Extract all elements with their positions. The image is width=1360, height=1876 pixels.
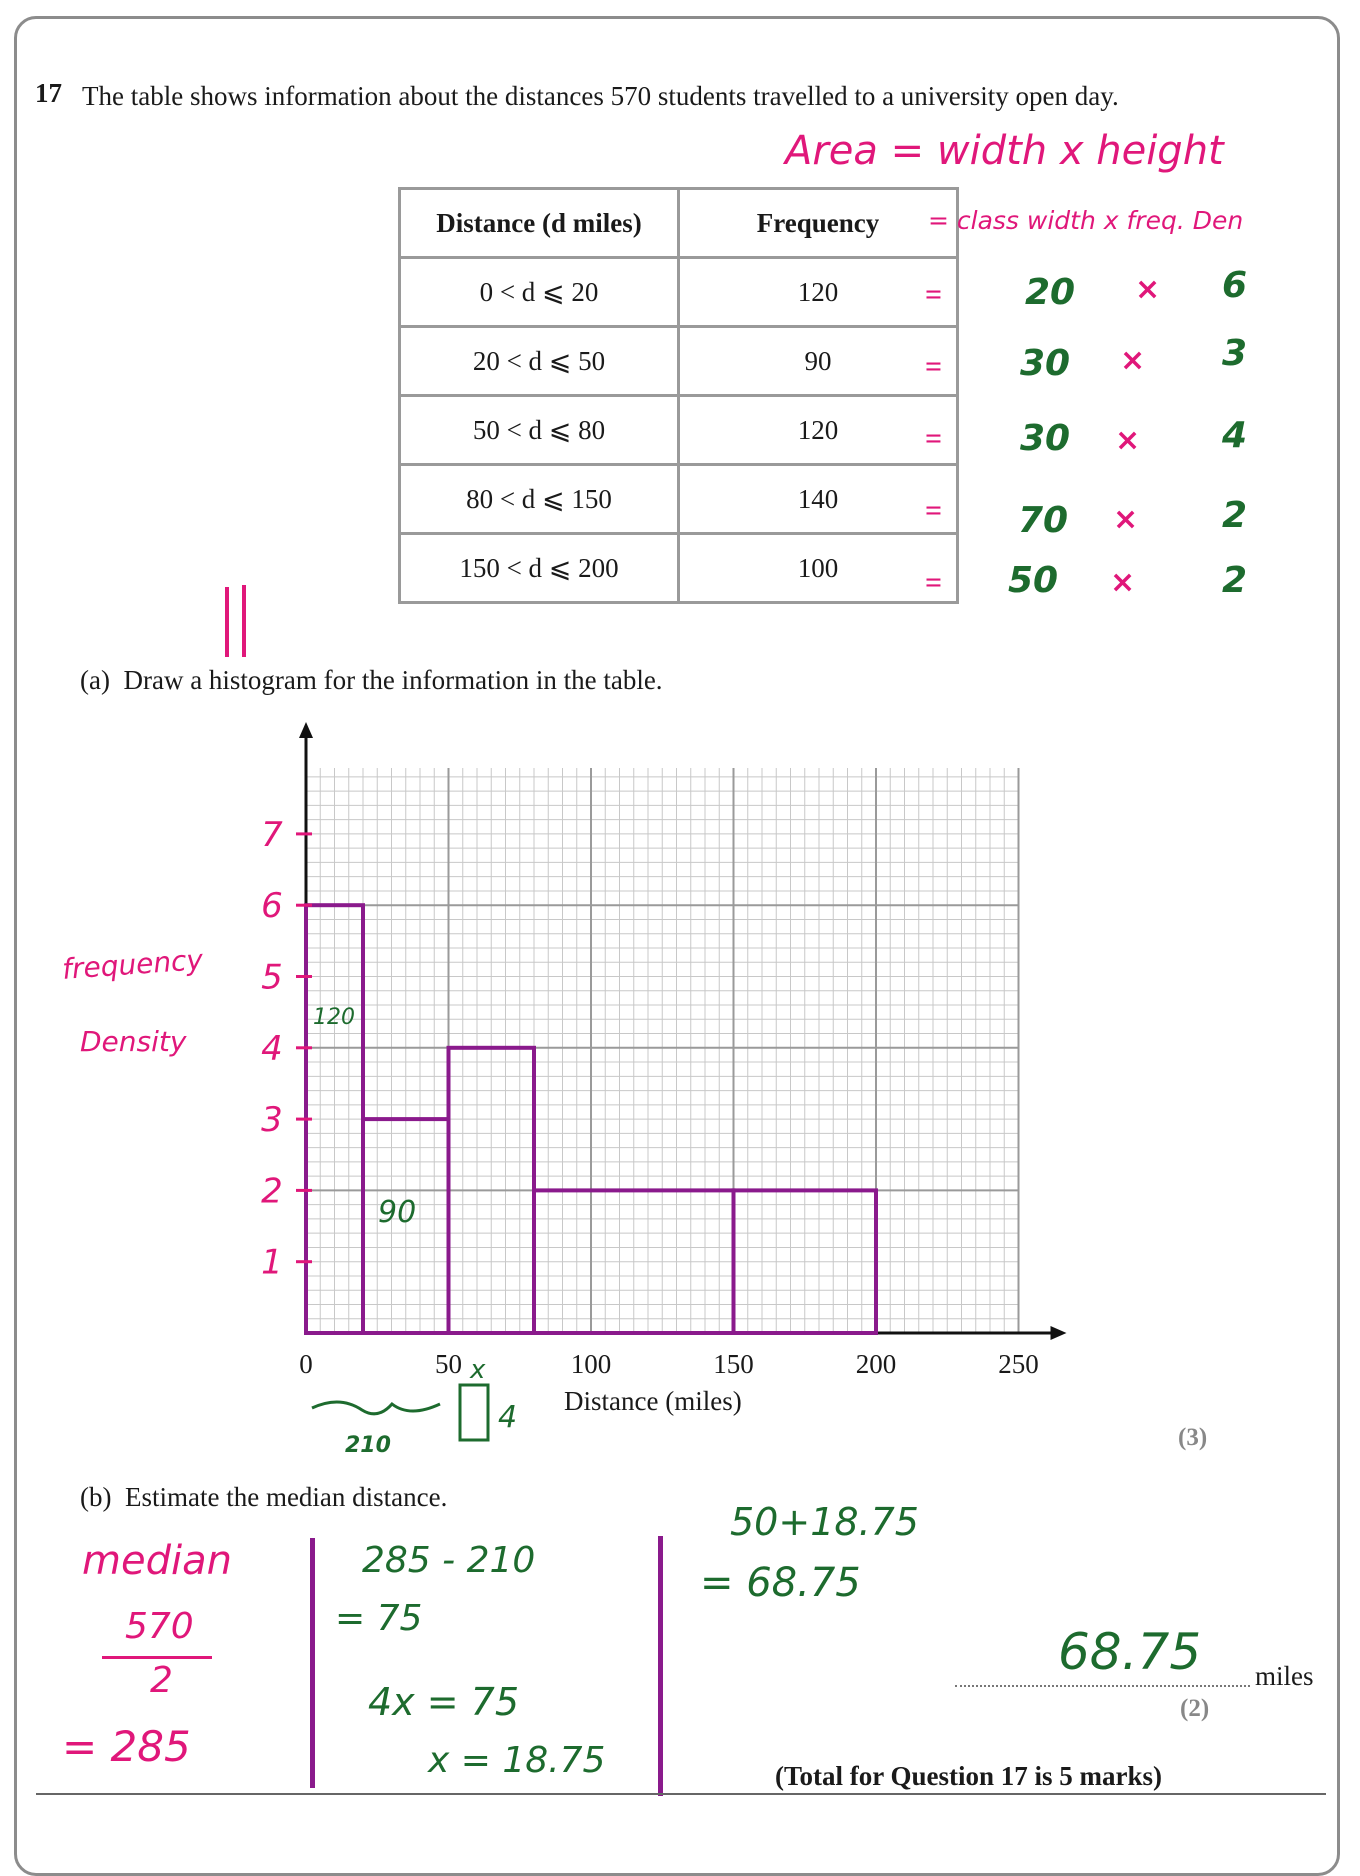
cell-frequency: 120 (679, 258, 958, 327)
product-width: 70 (1018, 500, 1069, 541)
part-b-label: (b) (80, 1482, 112, 1512)
median-numerator: 570 (125, 1606, 194, 1647)
y-tick-label: 1 (261, 1242, 283, 1283)
x-tick-label: 200 (855, 1349, 897, 1379)
y-tick-label: 5 (261, 957, 283, 998)
times-mark: × (1115, 423, 1141, 458)
cell-frequency: 100 (679, 534, 958, 603)
part-b-text (80, 1482, 447, 1513)
brace-stroke (312, 1402, 440, 1414)
y-tick-label: 2 (261, 1171, 283, 1212)
y-axis-label-line1: frequency (61, 943, 205, 986)
area-formula-note: Area = width x height (785, 128, 1224, 174)
work-line-5: 50+18.75 (730, 1500, 919, 1544)
part-a-marks: (3) (1178, 1424, 1208, 1451)
equals-mark: = (925, 278, 943, 311)
y-axis-label-line2: Density (80, 1025, 187, 1058)
product-width: 30 (1020, 418, 1071, 459)
median-result: = 285 (62, 1722, 191, 1771)
box-x-label: x (470, 1355, 486, 1385)
column-divider (310, 1538, 315, 1788)
x-tick-label: 150 (713, 1349, 754, 1379)
work-line-4: x = 18.75 (428, 1740, 606, 1781)
product-width: 50 (1008, 560, 1059, 601)
part-b-instruction: Estimate the median distance. (124, 1482, 448, 1512)
cell-distance: 150 < d ⩽ 200 (400, 534, 679, 603)
work-line-2: = 75 (335, 1598, 423, 1639)
product-density: 3 (1222, 333, 1248, 374)
x-tick-label: 50 (435, 1349, 462, 1379)
box-height-label: 4 (498, 1400, 518, 1435)
y-tick-label: 7 (261, 814, 283, 855)
equals-mark: = (925, 494, 943, 527)
cell-frequency: 90 (679, 327, 958, 396)
product-density: 2 (1222, 560, 1248, 601)
x-tick-label: 0 (299, 1349, 313, 1379)
cell-distance: 50 < d ⩽ 80 (400, 396, 679, 465)
bar-label-120: 120 (313, 1005, 355, 1030)
cell-frequency: 120 (679, 396, 958, 465)
work-line-6: = 68.75 (700, 1560, 861, 1606)
brace-value: 210 (345, 1433, 391, 1458)
y-tick-label: 3 (261, 1100, 283, 1141)
header-frequency: Frequency (679, 189, 958, 258)
x-tick-label: 250 (998, 1349, 1039, 1379)
equals-mark: = (925, 350, 943, 383)
cell-frequency: 140 (679, 465, 958, 534)
product-width: 20 (1025, 272, 1076, 313)
answer-value[interactable]: 68.75 (1058, 1623, 1202, 1681)
times-mark: × (1113, 502, 1139, 537)
part-b-marks: (2) (1180, 1695, 1210, 1722)
y-tick-label: 4 (261, 1028, 283, 1069)
work-line-3: 4x = 75 (368, 1680, 520, 1724)
y-tick-label: 6 (261, 886, 283, 927)
median-denominator: 2 (150, 1660, 173, 1701)
work-line-1: 285 - 210 (362, 1540, 536, 1581)
total-marks: (Total for Question 17 is 5 marks) (775, 1761, 1163, 1791)
equals-mark: = (925, 422, 943, 455)
question-number: 17 (35, 78, 62, 108)
bar-label-90: 90 (378, 1195, 417, 1230)
cell-distance: 0 < d ⩽ 20 (400, 258, 679, 327)
times-mark: × (1120, 343, 1146, 378)
part-a-label: (a) (80, 665, 110, 695)
bottom-rule (36, 1793, 1326, 1795)
times-mark: × (1110, 565, 1136, 600)
x-axis-label: Distance (miles) (564, 1386, 742, 1416)
question-text: The table shows information about the distances 570 students travelled to a university open day. (82, 81, 1119, 111)
answer-line[interactable] (955, 1685, 1250, 1687)
product-density: 6 (1222, 265, 1248, 306)
column-divider (658, 1536, 663, 1796)
fraction-bar (102, 1656, 212, 1659)
part-a-instruction: Draw a histogram for the information in the table. (123, 665, 663, 695)
cell-distance: 80 < d ⩽ 150 (400, 465, 679, 534)
box-sketch (460, 1385, 488, 1440)
answer-unit: miles (1255, 1661, 1314, 1691)
header-distance: Distance (d miles) (400, 189, 679, 258)
cell-distance: 20 < d ⩽ 50 (400, 327, 679, 396)
equals-mark: = (925, 566, 943, 599)
median-word: median (82, 1538, 232, 1584)
product-width: 30 (1020, 343, 1071, 384)
product-density: 4 (1222, 415, 1248, 456)
x-tick-label: 100 (570, 1349, 612, 1379)
product-density: 2 (1222, 495, 1248, 536)
class-formula-note: = class width x freq. Den (928, 206, 1244, 235)
times-mark: × (1135, 272, 1161, 307)
